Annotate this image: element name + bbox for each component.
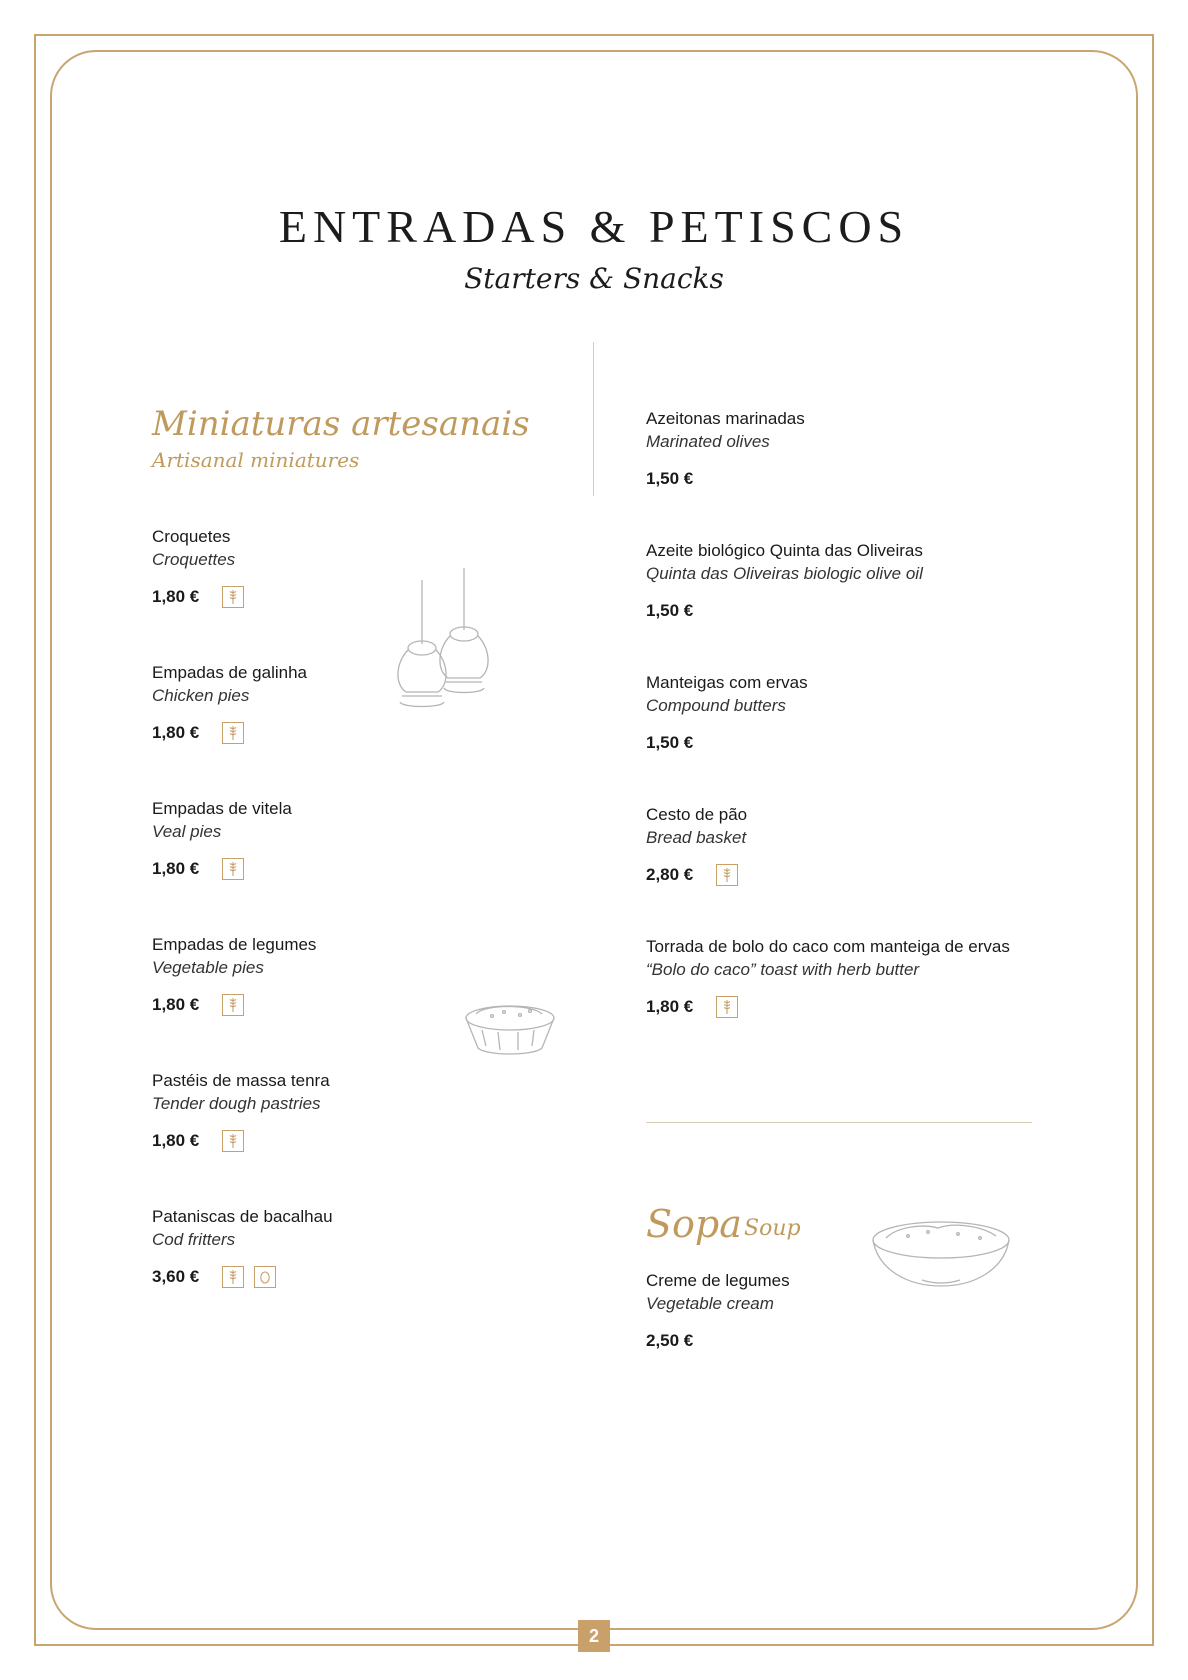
wheat-icon — [716, 996, 738, 1018]
item-price: 1,80 € — [152, 723, 200, 742]
item-name: Azeite biológico Quinta das Oliveiras — [646, 541, 923, 560]
page-number: 2 — [578, 1620, 610, 1652]
item-name: Creme de legumes — [646, 1271, 790, 1290]
item-price: 2,80 € — [646, 865, 694, 884]
item-price: 1,80 € — [152, 587, 200, 606]
pastry-tart-illustration — [462, 1000, 558, 1062]
page-subtitle: Starters & Snacks — [464, 262, 724, 295]
section-title-miniatures: Miniaturas artesanais — [152, 404, 530, 444]
wheat-icon — [222, 1130, 244, 1152]
section-subtitle-soup: Soup — [744, 1216, 801, 1241]
menu-item — [152, 526, 572, 610]
item-price: 3,60 € — [152, 1267, 200, 1286]
wheat-icon — [222, 994, 244, 1016]
item-price: 1,80 € — [152, 995, 200, 1014]
item-name: Azeitonas marinadas — [646, 409, 805, 428]
item-translation: Bread basket — [646, 828, 747, 847]
item-name: Empadas de vitela — [152, 799, 292, 818]
item-price: 1,50 € — [646, 469, 694, 488]
wheat-icon — [222, 722, 244, 744]
item-translation: Quinta das Oliveiras biologic olive oil — [646, 564, 923, 583]
wheat-icon — [222, 1266, 244, 1288]
section-divider — [646, 1122, 1032, 1123]
item-price: 2,50 € — [646, 1331, 694, 1350]
menu-item — [152, 662, 572, 746]
soup-bowl-illustration — [868, 1214, 1014, 1292]
page-title: ENTRADAS & PETISCOS — [278, 201, 910, 252]
item-name: Pataniscas de bacalhau — [152, 1207, 333, 1226]
menu-item — [646, 804, 1086, 888]
item-name: Croquetes — [152, 527, 231, 546]
croquettes-illustration — [392, 566, 502, 726]
item-translation: Marinated olives — [646, 432, 770, 451]
section-title-soup: Sopa — [646, 1202, 742, 1246]
wheat-icon — [716, 864, 738, 886]
item-name: Torrada de bolo do caco com manteiga de ervas — [646, 937, 1010, 956]
item-translation: Chicken pies — [152, 686, 250, 705]
item-price: 1,80 € — [152, 1131, 200, 1150]
item-price: 1,80 € — [152, 859, 200, 878]
item-translation: Cod fritters — [152, 1230, 236, 1249]
item-translation: Vegetable pies — [152, 958, 264, 977]
menu-item — [152, 798, 572, 882]
wheat-icon — [222, 858, 244, 880]
item-name: Manteigas com ervas — [646, 673, 808, 692]
menu-item — [646, 936, 1106, 1020]
item-translation: Vegetable cream — [646, 1294, 774, 1313]
item-price: 1,50 € — [646, 601, 694, 620]
menu-item — [152, 1070, 572, 1154]
menu-item — [646, 408, 1086, 492]
section-subtitle-miniatures: Artisanal miniatures — [152, 448, 360, 472]
menu-item — [646, 540, 1086, 624]
item-translation: Tender dough pastries — [152, 1094, 321, 1113]
wheat-icon — [222, 586, 244, 608]
item-translation: “Bolo do caco” toast with herb butter — [646, 960, 920, 979]
item-price: 1,80 € — [646, 997, 694, 1016]
item-translation: Veal pies — [152, 822, 222, 841]
item-name: Empadas de galinha — [152, 663, 308, 682]
item-translation: Compound butters — [646, 696, 786, 715]
item-name: Pastéis de massa tenra — [152, 1071, 330, 1090]
egg-icon — [254, 1266, 276, 1288]
menu-item — [646, 672, 1086, 756]
menu-item — [152, 1206, 572, 1290]
item-price: 1,50 € — [646, 733, 694, 752]
column-divider — [593, 342, 594, 496]
item-name: Empadas de legumes — [152, 935, 317, 954]
item-name: Cesto de pão — [646, 805, 748, 824]
item-translation: Croquettes — [152, 550, 236, 569]
